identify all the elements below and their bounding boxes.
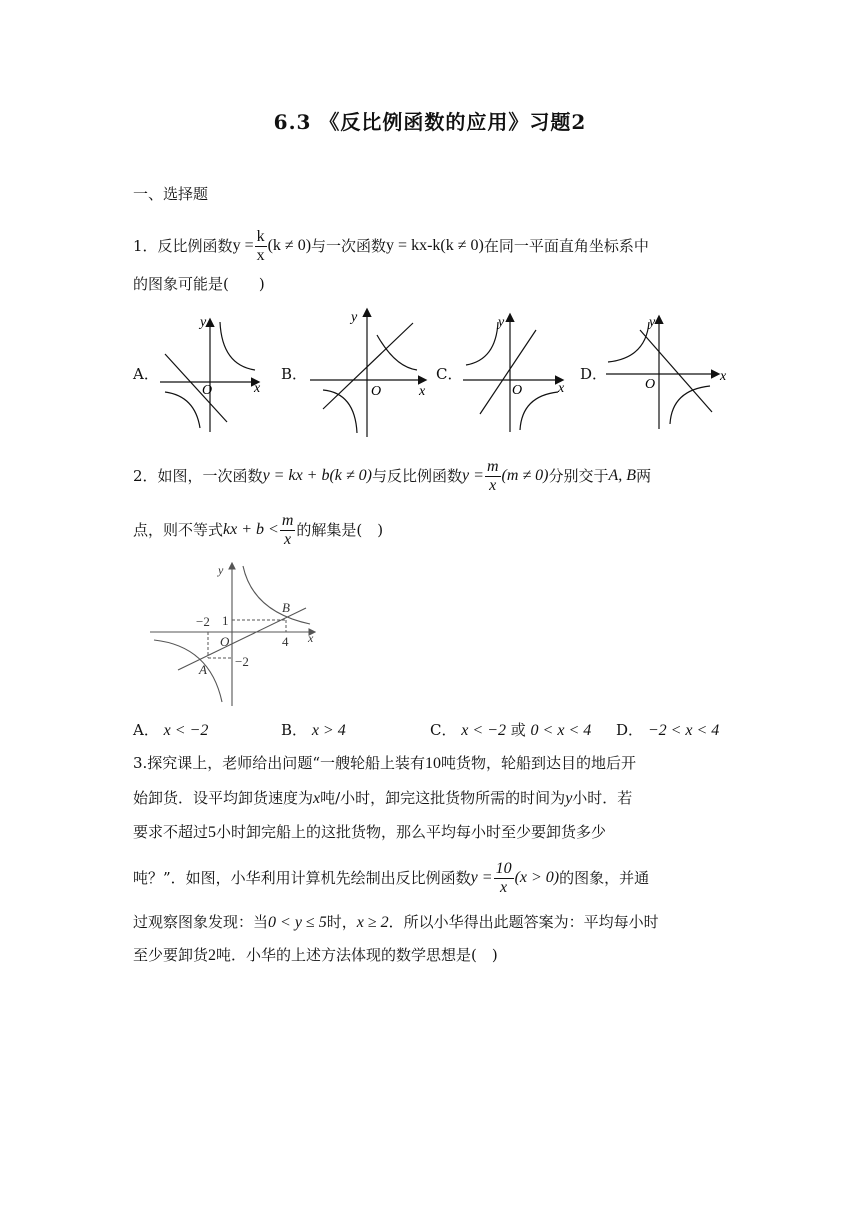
x-label: x [720,369,727,384]
q3-f-num: 10 [495,859,512,877]
q3-line5-text-c: ．所以小华得出此题答案为：平均每小时 [388,913,659,931]
q2-option-c[interactable] [430,720,591,741]
origin-label: O [512,383,523,398]
q1-line1 [133,226,649,266]
q3-num-5: 5 [208,824,217,841]
q2-f1: y = kx + b [262,467,330,484]
q2-line1 [133,454,651,498]
q1-graph-a [150,310,270,435]
q1-f2-cond: (k ≠ 0) [440,237,484,254]
y-label: y [498,315,505,330]
q2-option-c-or: 或 [510,721,526,739]
q2-option-a-math: x < −2 [163,722,209,739]
q3-line3 [133,822,606,843]
hyperbola-branch-2 [670,386,710,424]
tick-neg2-y: −2 [235,654,249,669]
section-heading: 一、选择题 [133,185,209,203]
q3-line1-text: 3.探究课上，老师给出问题“一艘轮船上装有 [133,754,425,772]
q2-option-d[interactable] [616,720,719,741]
q2-option-c-math2: 0 < x < 4 [530,722,592,739]
q2-f2-fraction [485,458,501,495]
q2-text4: 两 [636,467,652,485]
origin-label: O [645,377,656,392]
q3-line1 [133,753,636,774]
q1-option-d-label[interactable]: D． [580,365,608,383]
q3-line5-text-b: 时， [326,913,357,931]
q2-f2-num: m [486,457,499,475]
q1-graph-c [458,310,573,435]
q2-f1-cond: (k ≠ 0) [329,467,373,484]
q2-option-d-math: −2 < x < 4 [647,722,720,739]
q2-option-c-label: C． [430,721,457,739]
hyperbola-branch-2 [154,640,222,702]
y-label: y [218,563,224,577]
point-b-label: B [282,600,290,615]
q3-line2-text-b: 吨/小时，卸完这批货物所需的时间为 [320,789,566,807]
q3-num-2: 2 [208,947,217,964]
q2-text1: 如图，一次函数 [157,467,263,485]
q3-line1-text-b: 吨货物，轮船到达目的地后开 [440,754,636,772]
hyperbola-branch-1 [377,335,417,370]
hyperbola-branch-2 [323,390,357,433]
q2-option-b[interactable] [281,720,346,741]
q2-ineq-lhs: kx + b < [223,521,279,538]
point-a-label: A [199,662,207,677]
y-label: y [200,315,207,330]
tick-1-y: 1 [222,613,229,628]
q3-num-10: 10 [424,755,441,772]
line-graph [480,330,536,414]
origin-label: O [220,634,230,649]
q3-f-lhs: y = [470,869,493,886]
hyperbola-branch-1 [243,566,310,624]
q2-f2-lhs: y = [462,467,484,484]
q3-line4-text-a: 吨？”．如图，小华利用计算机先绘制出反比例函数 [133,869,471,887]
q2-number: 2． [133,467,158,485]
q2-graph [148,560,323,710]
q2-l2-text1: 点，则不等式 [133,521,224,539]
q2-text3: 分别交于 [548,467,609,485]
hyperbola-branch-1 [608,322,649,362]
q1-f1-cond: (k ≠ 0) [267,237,312,254]
q2-ineq-fraction [280,512,296,549]
page-title: 6.3 《反比例函数的应用》习题2 [273,110,587,134]
q2-option-b-math: x > 4 [311,722,346,739]
hyperbola-branch-1 [220,322,255,370]
q1-number: 1． [133,237,158,255]
origin-label: O [202,383,213,398]
q3-line5-math1: 0 < y ≤ 5 [268,914,327,931]
q2-line2 [133,508,383,552]
q3-line6-text-a: 至少要卸货 [133,946,209,964]
q2-option-a[interactable] [133,720,208,741]
x-label: x [254,381,261,396]
q2-option-c-math1: x < −2 [461,722,506,739]
y-label: y [351,310,358,325]
q1-text2: 与一次函数 [311,237,387,255]
hyperbola-branch-2 [520,392,558,430]
q1-graph-d [602,312,732,432]
q3-line6-text-b: 吨．小华的上述方法体现的数学思想是( ) [216,946,498,964]
q3-line3-text-a: 要求不超过 [133,823,209,841]
q3-f-fraction [494,860,514,897]
q2-f2-den: x [489,476,497,494]
x-label: x [308,631,314,645]
q3-f-den: x [500,878,508,896]
q1-line2: 的图象可能是( ) [133,275,265,293]
q1-text3: 在同一平面直角坐标系中 [483,237,649,255]
x-label: x [558,381,565,396]
q2-text2: 与反比例函数 [372,467,463,485]
q2-f2-cond: (m ≠ 0) [501,467,549,484]
q1-f2: y = kx-k [386,237,441,254]
q3-var-y: y [565,790,573,807]
y-label: y [649,315,656,330]
q2-option-a-label: A． [133,721,159,739]
q1-option-a-label[interactable]: A． [133,365,159,383]
q2-ineq-den: x [284,530,292,548]
q1-f1-den: x [256,246,265,264]
q1-graph-b [305,305,435,440]
q3-line6 [133,945,498,966]
q3-line5-math2: x ≥ 2 [356,914,389,931]
origin-label: O [371,384,382,399]
q1-f1-fraction [255,228,267,265]
q3-line5 [133,912,659,933]
q1-option-c-label[interactable]: C． [436,365,463,383]
q3-line3-text-b: 小时卸完船上的这批货物，那么平均每小时至少要卸货多少 [216,823,607,841]
tick-neg2-x: −2 [196,614,210,629]
q1-f1-lhs: y = [232,237,254,254]
hyperbola-branch-1 [466,322,498,365]
q2-option-b-label: B． [281,721,308,739]
q2-ineq-num: m [281,511,294,529]
q3-line2-text-c: 小时．若 [572,789,633,807]
q3-var-x: x [313,790,321,807]
q3-f-cond: (x > 0) [514,869,560,886]
q3-line4-text-b: 的图象，并通 [559,869,650,887]
q3-line4 [133,856,649,900]
q1-text1: 反比例函数 [157,237,233,255]
q3-line2-text-a: 始卸货．设平均卸货速度为 [133,789,314,807]
q3-line5-text-a: 过观察图象发现：当 [133,913,269,931]
hyperbola-branch-2 [165,392,200,428]
line-graph [323,323,413,409]
q2-points: A, B [608,467,637,484]
line-graph [640,330,712,412]
q2-option-d-label: D． [616,721,644,739]
line-graph [165,354,227,422]
q1-f1-num: k [256,227,265,245]
tick-4-x: 4 [282,634,289,649]
q1-option-b-label[interactable]: B． [281,365,308,383]
q2-l2-text2: 的解集是( ) [296,521,384,539]
q3-line2 [133,788,632,809]
x-label: x [419,384,426,399]
